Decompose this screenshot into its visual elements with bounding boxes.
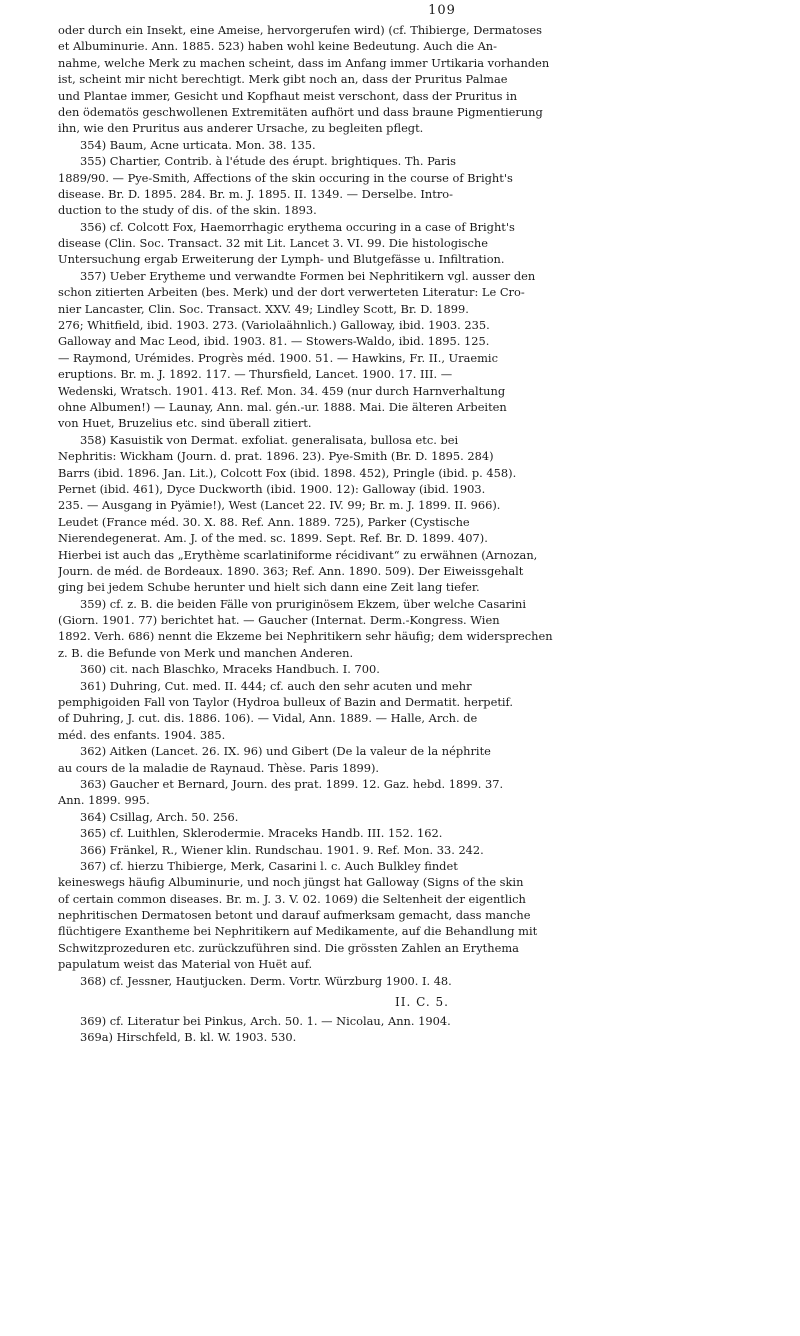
text-line: Leudet (France méd. 30. X. 88. Ref. Ann. 1889. 725), Parker (Cystische (58, 514, 470, 529)
text-line: duction to the study of dis. of the skin. 1893. (58, 203, 317, 218)
text-line: und Plantae immer, Gesicht und Kopfhaut meist verschont, dass der Pruritus in (58, 88, 518, 103)
text-line: 367) cf. hierzu Thibierge, Merk, Casarini l. c. Auch Bulkley findet (80, 858, 458, 873)
text-line: Hierbei ist auch das „Erythème scarlatiniforme récidivant“ zu erwähnen (Arnozan, (58, 547, 538, 562)
text-line: 361) Duhring, Cut. med. II. 444; cf. auch den sehr acuten und mehr (80, 678, 472, 693)
text-line: keineswegs häufig Albuminurie, und noch jüngst hat Galloway (Signs of the skin (58, 875, 524, 890)
text-line: schon zitierten Arbeiten (bes. Merk) und der dort verwerteten Literatur: Le Cro- (58, 285, 525, 300)
text-line: 369) cf. Literatur bei Pinkus, Arch. 50. 1. — Nicolau, Ann. 1904. (80, 1014, 451, 1029)
text-line: 363) Gaucher et Bernard, Journ. des prat. 1899. 12. Gaz. hebd. 1899. 37. (80, 776, 504, 791)
text-line: disease. Br. D. 1895. 284. Br. m. J. 1895. II. 1349. — Derselbe. Intro- (58, 186, 453, 201)
text-line: ist, scheint mir nicht berechtigt. Merk gibt noch an, dass der Pruritus Palmae (58, 72, 508, 87)
text-line: 368) cf. Jessner, Hautjucken. Derm. Vortr. Würzburg 1900. I. 48. (80, 973, 452, 988)
text-line: 356) cf. Colcott Fox, Haemorrhagic erythema occuring in a case of Bright's (80, 219, 515, 234)
text-line: 1889/90. — Pye-Smith, Affections of the skin occuring in the course of Bright's (58, 170, 513, 185)
text-line: — Raymond, Urémides. Progrès méd. 1900. 51. — Hawkins, Fr. II., Uraemic (58, 350, 498, 365)
text-line: 358) Kasuistik von Dermat. exfoliat. generalisata, bullosa etc. bei (80, 432, 459, 447)
text-line: 366) Fränkel, R., Wiener klin. Rundschau. 1901. 9. Ref. Mon. 33. 242. (80, 842, 484, 857)
text-line: Barrs (ibid. 1896. Jan. Lit.), Colcott Fox (ibid. 1898. 452), Pringle (ibid. p. 458). (58, 465, 517, 480)
text-line: 355) Chartier, Contrib. à l'étude des érupt. brightiques. Th. Paris (80, 154, 456, 169)
text-line: 369a) Hirschfeld, B. kl. W. 1903. 530. (80, 1030, 297, 1045)
text-line: Pernet (ibid. 461), Dyce Duckworth (ibid. 1900. 12): Galloway (ibid. 1903. (58, 481, 486, 496)
page-number: 109 (428, 3, 456, 18)
text-line: ging bei jedem Schube herunter und hielt sich dann eine Zeit lang tiefer. (58, 580, 480, 595)
text-line: 235. — Ausgang in Pyämie!), West (Lancet 22. IV. 99; Br. m. J. 1899. II. 966). (58, 498, 501, 513)
text-line: von Huet, Bruzelius etc. sind überall zitiert. (58, 416, 312, 431)
text-line: méd. des enfants. 1904. 385. (58, 727, 226, 742)
text-line: Journ. de méd. de Bordeaux. 1890. 363; Ref. Ann. 1890. 509). Der Eiweissgehalt (58, 563, 524, 578)
text-line: nephritischen Dermatosen betont und darauf aufmerksam gemacht, dass manche (58, 908, 531, 923)
text-line: 354) Baum, Acne urticata. Mon. 38. 135. (80, 137, 316, 152)
text-line: pemphigoiden Fall von Taylor (Hydroa bulleux of Bazin and Dermatit. herpetif. (58, 695, 513, 710)
text-line: Schwitzprozeduren etc. zurückzuführen sind. Die grössten Zahlen an Erythema (58, 940, 519, 955)
text-line: Wedenski, Wratsch. 1901. 413. Ref. Mon. 34. 459 (nur durch Harnverhaltung (58, 383, 506, 398)
text-line: au cours de la maladie de Raynaud. Thèse. Paris 1899). (58, 760, 380, 775)
footnotes-block (58, 22, 786, 989)
text-line: of certain common diseases. Br. m. J. 3. V. 02. 1069) die Seltenheit der eigentlich (58, 891, 526, 906)
text-line: Nierendegenerat. Am. J. of the med. sc. 1899. Sept. Ref. Br. D. 1899. 407). (58, 531, 488, 546)
text-line: Ann. 1899. 995. (58, 793, 150, 808)
text-line: 1892. Verh. 686) nennt die Ekzeme bei Nephritikern sehr häufig; dem widersprechen (58, 629, 553, 644)
text-line: oder durch ein Insekt, eine Ameise, hervorgerufen wird) (cf. Thibierge, Dermatoses (58, 23, 542, 37)
text-line: 365) cf. Luithlen, Sklerodermie. Mraceks Handb. III. 152. 162. (80, 826, 443, 841)
text-line: et Albuminurie. Ann. 1885. 523) haben wohl keine Bedeutung. Auch die An- (58, 39, 497, 54)
text-line: nahme, welche Merk zu machen scheint, dass im Anfang immer Urtikaria vorhanden (58, 55, 550, 70)
text-line: z. B. die Befunde von Merk und manchen Anderen. (58, 645, 354, 660)
text-line: Nephritis: Wickham (Journ. d. prat. 1896. 23). Pye-Smith (Br. D. 1895. 284) (58, 449, 494, 464)
text-line: 357) Ueber Erytheme und verwandte Formen bei Nephritikern vgl. ausser den (80, 268, 536, 283)
text-line: disease (Clin. Soc. Transact. 32 mit Lit. Lancet 3. VI. 99. Die histologische (58, 236, 488, 251)
text-line: Galloway and Mac Leod, ibid. 1903. 81. — Stowers-Waldo, ibid. 1895. 125. (58, 334, 490, 349)
text-line: den ödematös geschwollenen Extremitäten aufhört und dass braune Pigmentierung (58, 104, 543, 119)
text-line: of Duhring, J. cut. dis. 1886. 106). — Vidal, Ann. 1889. — Halle, Arch. de (58, 711, 478, 726)
text-line: 360) cit. nach Blaschko, Mraceks Handbuch. I. 700. (80, 662, 380, 677)
text-line: 359) cf. z. B. die beiden Fälle von pruriginösem Ekzem, über welche Casarini (80, 596, 527, 611)
text-line: papulatum weist das Material von Huët auf. (58, 957, 313, 972)
text-line: Untersuchung ergab Erweiterung der Lymph- und Blutgefässe u. Infiltration. (58, 252, 505, 267)
text-line: 362) Aitken (Lancet. 26. IX. 96) und Gibert (De la valeur de la néphrite (80, 744, 491, 759)
footnotes-block-continued (58, 1013, 786, 1046)
text-line: 364) Csillag, Arch. 50. 256. (80, 809, 239, 824)
section-heading: II. C. 5. (395, 995, 449, 1010)
text-line: ihn, wie den Pruritus aus anderer Ursache, zu begleiten pflegt. (58, 121, 424, 136)
text-line: nier Lancaster, Clin. Soc. Transact. XXV. 49; Lindley Scott, Br. D. 1899. (58, 301, 469, 316)
text-line: ohne Albumen!) — Launay, Ann. mal. gén.-ur. 1888. Mai. Die älteren Arbeiten (58, 399, 507, 414)
text-line: 276; Whitfield, ibid. 1903. 273. (Variolaähnlich.) Galloway, ibid. 1903. 235. (58, 318, 490, 333)
text-line: (Giorn. 1901. 77) berichtet hat. — Gaucher (Internat. Derm.-Kongress. Wien (58, 613, 500, 628)
text-line: flüchtigere Exantheme bei Nephritikern auf Medikamente, auf die Behandlung mit (58, 924, 538, 939)
text-line: eruptions. Br. m. J. 1892. 117. — Thursfield, Lancet. 1900. 17. III. — (58, 367, 453, 382)
